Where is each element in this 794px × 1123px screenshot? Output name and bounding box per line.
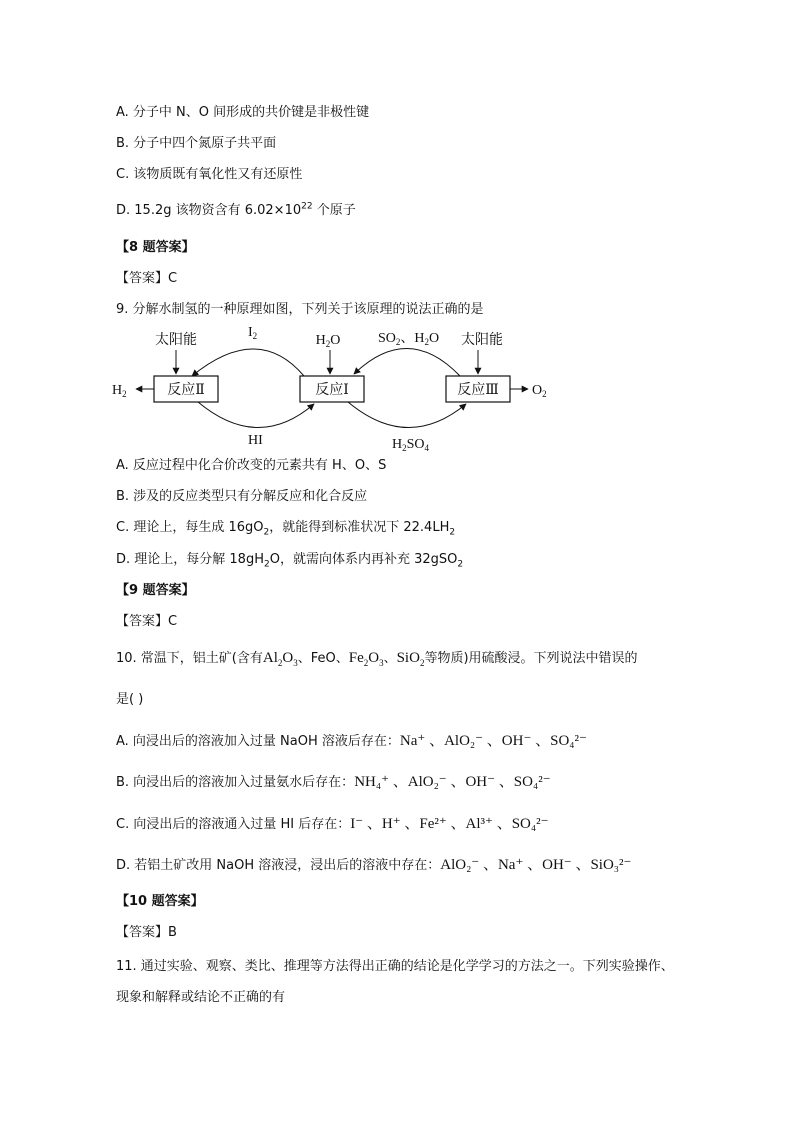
hi-label: HI <box>248 433 263 448</box>
q10-stem-line2: 是( ) <box>116 692 144 707</box>
q9-option-c-text: C. 理论上，每生成 16gO <box>116 520 264 535</box>
q9-option-a: A. 反应过程中化合价改变的元素共有 H、O、S <box>116 458 387 473</box>
q10-fe2o3: $Fe_2O_3$ <box>348 650 384 668</box>
q8-option-d-tail: 个原子 <box>312 203 356 218</box>
q9-option-d-sub2: 2 <box>457 559 464 570</box>
q8-option-d-exponent: 22 <box>301 201 313 212</box>
q10-option-c <box>116 815 549 834</box>
water-splitting-diagram <box>108 322 568 452</box>
q10-answer-heading: 【10 题答案】 <box>116 894 204 909</box>
h2o-input-label: $H_2O$ <box>315 333 341 349</box>
q9-option-d-sub1: 2 <box>263 559 270 570</box>
q10-sep: 、 <box>383 651 397 666</box>
q9-option-c-mid: ，就能得到标准状况下 22.4LH <box>269 520 450 535</box>
q9-answer: 【答案】C <box>116 614 178 629</box>
solar-energy-left: 太阳能 <box>155 333 197 348</box>
q9-option-c-sub1: 2 <box>263 527 270 538</box>
q9-option-d-text: D. 理论上，每分解 18gH <box>116 552 264 567</box>
q8-option-b: B. 分子中四个氮原子共平面 <box>116 136 277 151</box>
reaction-3-label: 反应Ⅲ <box>457 383 499 398</box>
q10-option-d <box>116 856 631 875</box>
q9-option-c <box>116 519 455 537</box>
q8-option-d <box>116 202 356 220</box>
q10-option-d-ions: AlO₂⁻ 、Na⁺ 、OH⁻ 、SiO₃²⁻ <box>440 857 632 873</box>
reaction-2-label: 反应Ⅱ <box>167 383 205 398</box>
q8-answer: 【答案】C <box>116 271 178 286</box>
q10-stem-tail: 等物质)用硫酸浸。下列说法中错误的 <box>424 651 638 666</box>
q8-option-d-text: D. 15.2g 该物资含有 6.02×10 <box>116 203 302 218</box>
q10-option-b-text: B. 向浸出后的溶液加入过量氨水后存在： <box>116 775 355 790</box>
q10-option-a-ions: Na⁺ 、AlO₂⁻ 、OH⁻ 、SO₄²⁻ <box>399 733 587 749</box>
q10-option-a-text: A. 向浸出后的溶液加入过量 NaOH 溶液后存在： <box>116 734 400 749</box>
q10-option-c-text: C. 向浸出后的溶液通入过量 HI 后存在： <box>116 817 351 832</box>
q9-stem: 9. 分解水制氢的一种原理如图，下列关于该原理的说法正确的是 <box>116 302 484 317</box>
hi-arc <box>198 402 314 428</box>
q10-answer: 【答案】B <box>116 925 177 940</box>
q9-option-d-mid: O，就需向体系内再补充 32gSO <box>269 552 458 567</box>
q8-option-a: A. 分子中 N、O 间形成的共价键是非极性键 <box>116 105 370 120</box>
so2-h2o-arc <box>354 348 460 376</box>
h2so4-label: $H_2SO_4$ <box>392 437 430 452</box>
q10-al2o3: $Al_2O_3$ <box>262 650 298 668</box>
q10-option-c-ions: I⁻ 、H⁺ 、Fe²⁺ 、Al³⁺ 、SO₄²⁻ <box>350 816 549 832</box>
q10-option-b-ions: NH₄⁺ 、AlO₂⁻ 、OH⁻ 、SO₄²⁻ <box>354 774 551 790</box>
q11-stem-line1: 11. 通过实验、观察、类比、推理等方法得出正确的结论是化学学习的方法之一。下列实验操作、 <box>116 959 674 974</box>
q10-stem-line1 <box>116 649 638 668</box>
q9-answer-heading: 【9 题答案】 <box>116 583 195 598</box>
q11-stem-line2: 现象和解释或结论不正确的有 <box>116 990 286 1005</box>
so2-h2o-label: $SO_2$、$H_2O$ <box>378 331 440 347</box>
q8-option-c: C. 该物质既有氧化性又有还原性 <box>116 167 303 182</box>
q10-option-a <box>116 732 587 751</box>
o2-output-label: $O_2$ <box>532 383 547 399</box>
q10-stem-intro: 10. 常温下，铝土矿(含有 <box>116 651 263 666</box>
q9-option-c-sub2: 2 <box>449 527 456 538</box>
q10-option-b <box>116 773 551 792</box>
i2-label: $I_2$ <box>248 325 258 341</box>
h2-output-label: $H_2$ <box>112 383 127 399</box>
i2-arc <box>192 349 304 376</box>
h2so4-arc <box>348 402 466 428</box>
q10-option-d-text: D. 若铝土矿改用 NaOH 溶液浸，浸出后的溶液中存在： <box>116 858 441 873</box>
solar-energy-right: 太阳能 <box>461 333 503 348</box>
q8-answer-heading: 【8 题答案】 <box>116 240 195 255</box>
q10-feo: 、FeO、 <box>297 651 349 666</box>
q9-option-b: B. 涉及的反应类型只有分解反应和化合反应 <box>116 489 368 504</box>
reaction-1-label: 反应Ⅰ <box>315 383 349 398</box>
q9-option-d <box>116 551 463 569</box>
q10-sio2: SiO$_2$ <box>396 650 425 668</box>
